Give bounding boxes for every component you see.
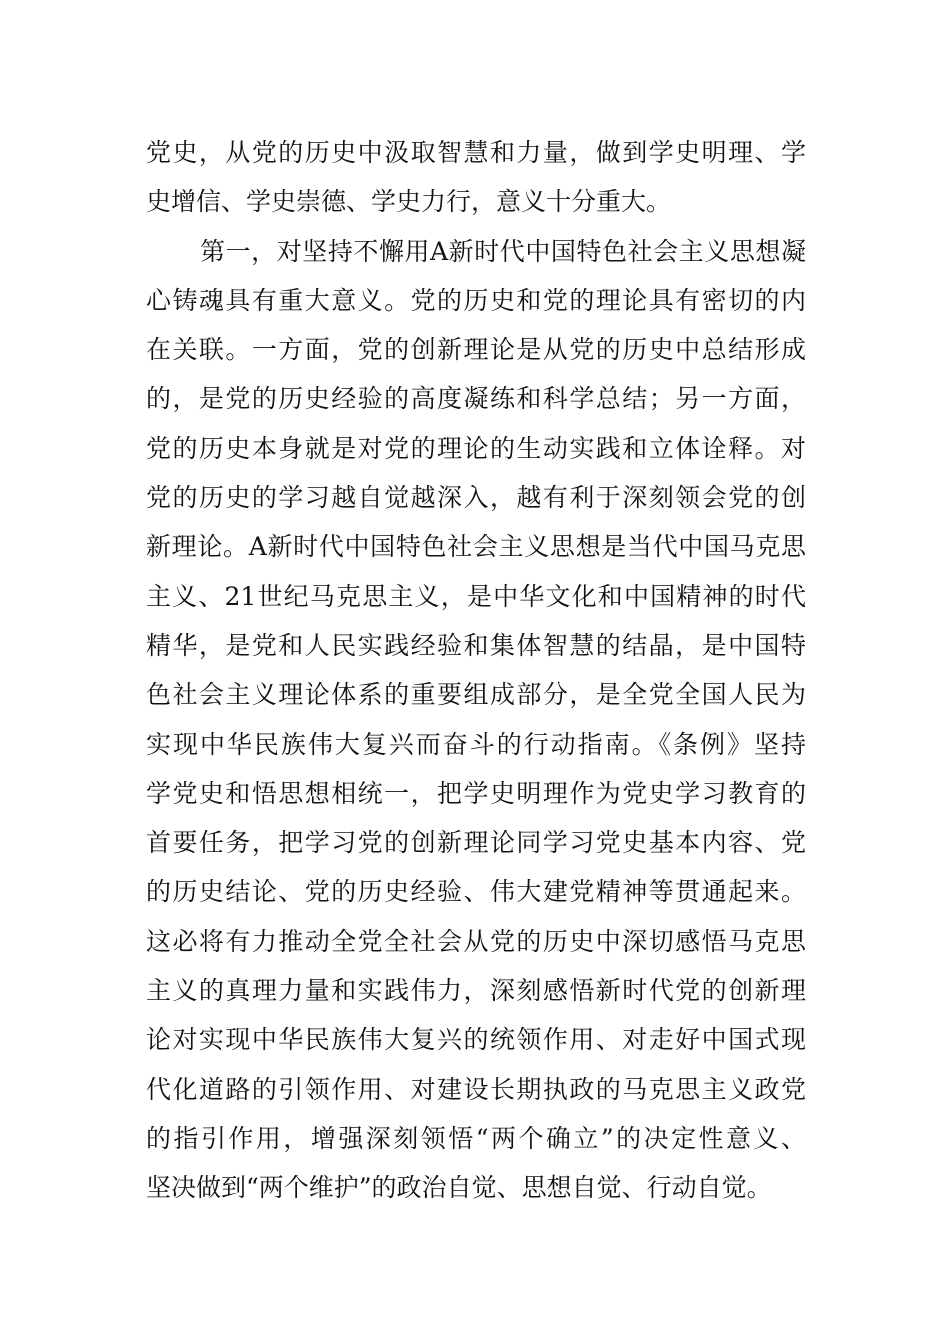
text-line: 的指引作用，增强深刻领悟“两个确立”的决定性意义、: [146, 1123, 806, 1153]
document-page: [146, 128, 806, 1213]
text-line: 在关联。一方面，党的创新理论是从党的历史中总结形成: [146, 335, 806, 365]
text-line: 党史，从党的历史中汲取智慧和力量，做到学史明理、学: [146, 138, 806, 167]
text-line: 论对实现中华民族伟大复兴的统领作用、对走好中国式现: [146, 1025, 806, 1055]
text-line: 色社会主义理论体系的重要组成部分，是全党全国人民为: [146, 680, 806, 710]
text-line: 实现中华民族伟大复兴而奋斗的行动指南。《条例》坚持: [146, 729, 806, 759]
text-line: 代化道路的引领作用、对建设长期执政的马克思主义政党: [146, 1074, 806, 1104]
text-line: 第一，对坚持不懈用A新时代中国特色社会主义思想凝: [200, 236, 806, 266]
text-line: 主义、21世纪马克思主义，是中华文化和中国精神的时代: [146, 581, 806, 611]
text-line: 史增信、学史崇德、学史力行，意义十分重大。: [146, 187, 672, 217]
paragraph-1: [146, 128, 806, 227]
text-line: 首要任务，把学习党的创新理论同学习党史基本内容、党: [146, 828, 806, 858]
text-line: 的历史结论、党的历史经验、伟大建党精神等贯通起来。: [146, 877, 806, 907]
text-line: 党的历史本身就是对党的理论的生动实践和立体诠释。对: [146, 433, 806, 463]
text-line: 主义的真理力量和实践伟力，深刻感悟新时代党的创新理: [146, 976, 806, 1006]
text-line: 坚决做到“两个维护”的政治自觉、思想自觉、行动自觉。: [146, 1173, 772, 1203]
text-line: 学党史和悟思想相统一，把学史明理作为党史学习教育的: [146, 778, 806, 808]
text-line: 新理论。A新时代中国特色社会主义思想是当代中国马克思: [146, 532, 806, 562]
text-line: 党的历史的学习越自觉越深入，越有利于深刻领会党的创: [146, 483, 806, 513]
text-line: 的，是党的历史经验的高度凝练和科学总结；另一方面，: [146, 384, 806, 414]
text-line: 心铸魂具有重大意义。党的历史和党的理论具有密切的内: [146, 285, 806, 315]
text-line: 这必将有力推动全党全社会从党的历史中深切感悟马克思: [146, 926, 806, 956]
paragraph-2: [146, 227, 806, 1213]
text-line: 精华，是党和人民实践经验和集体智慧的结晶，是中国特: [146, 630, 806, 660]
